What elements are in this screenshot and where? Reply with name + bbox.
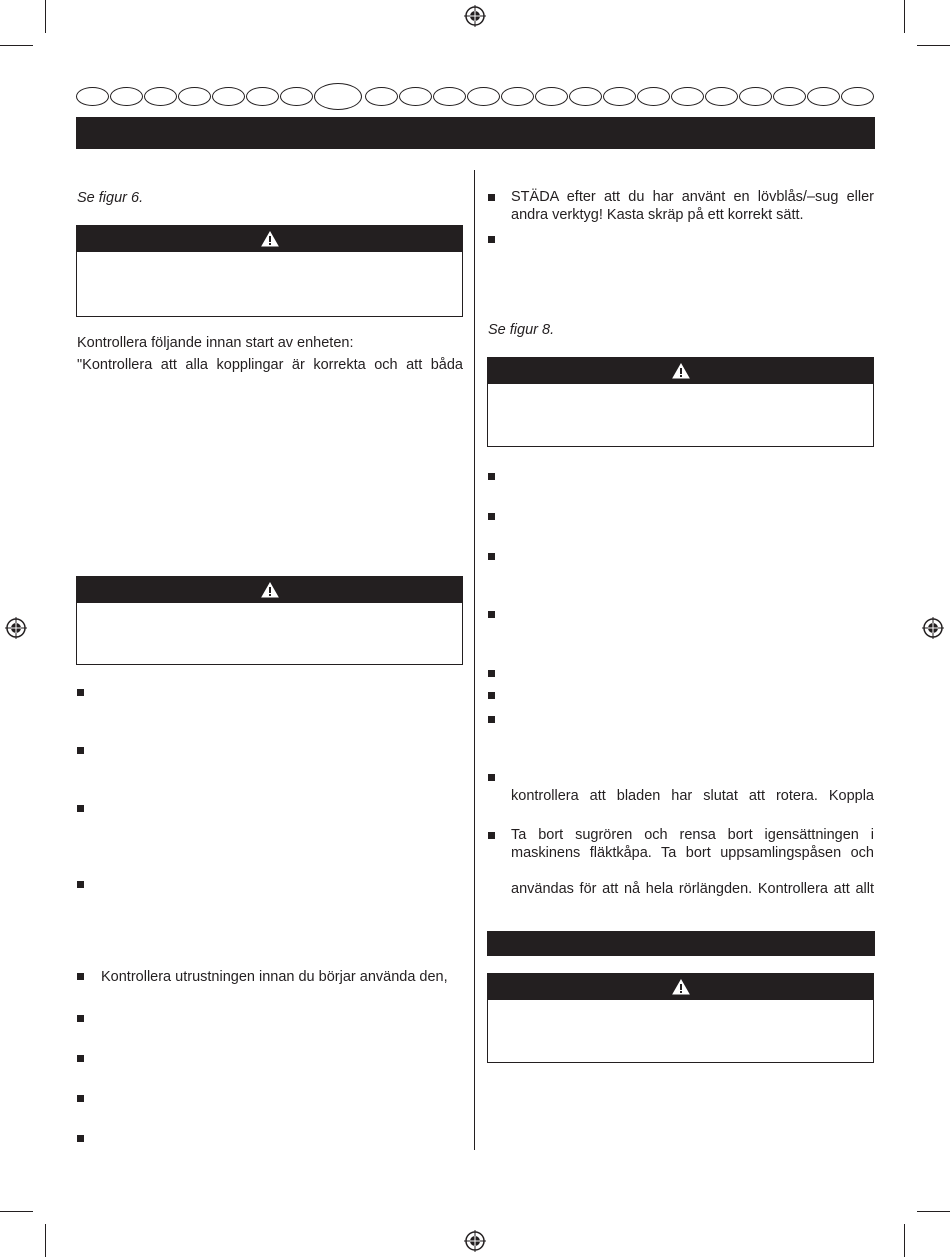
language-tab: [212, 87, 245, 106]
bullet-icon: [77, 1055, 84, 1062]
language-tab-row: [76, 83, 876, 113]
bullet-icon: [77, 747, 84, 754]
bullet-icon: [488, 473, 495, 480]
bullet-icon: [77, 881, 84, 888]
language-tab-active: [314, 83, 362, 110]
registration-mark-icon: [464, 5, 486, 27]
warning-triangle-icon: [672, 979, 690, 995]
language-tab: [671, 87, 704, 106]
bullet-text: Kontrollera utrustningen innan du börjar använda den,: [101, 969, 448, 985]
bullet-icon: [77, 1135, 84, 1142]
crop-mark: [45, 0, 46, 33]
warning-triangle-icon: [672, 363, 690, 379]
bullet-text: Ta bort sugrören och rensa bort igensättningen i: [511, 827, 874, 843]
language-tab: [807, 87, 840, 106]
warning-header: [488, 358, 873, 384]
bullet-icon: [488, 774, 495, 781]
language-tab: [399, 87, 432, 106]
bullet-text: kontrollera att bladen har slutat att rotera. Koppla: [511, 788, 874, 804]
language-tab: [433, 87, 466, 106]
bullet-icon: [488, 553, 495, 560]
bullet-text: andra verktyg! Kasta skräp på ett korrekt sätt.: [511, 207, 804, 223]
bullet-icon: [488, 692, 495, 699]
language-tab: [841, 87, 874, 106]
figure-reference: Se figur 6.: [77, 190, 144, 206]
language-tab: [365, 87, 398, 106]
registration-mark-icon: [922, 617, 944, 639]
warning-header: [77, 226, 462, 252]
warning-box: [487, 973, 874, 1063]
figure-reference: Se figur 8.: [488, 322, 555, 338]
language-tab: [569, 87, 602, 106]
bullet-icon: [488, 670, 495, 677]
bullet-text: maskinens fläktkåpa. Ta bort uppsamlingspåsen och: [511, 845, 874, 861]
language-tab: [501, 87, 534, 106]
crop-mark: [904, 1224, 905, 1257]
bullet-icon: [488, 611, 495, 618]
bullet-icon: [488, 716, 495, 723]
warning-triangle-icon: [261, 231, 279, 247]
bullet-icon: [488, 194, 495, 201]
bullet-icon: [77, 1015, 84, 1022]
section-header-bar: [487, 931, 875, 956]
crop-mark: [904, 0, 905, 33]
warning-header: [488, 974, 873, 1000]
bullet-icon: [77, 1095, 84, 1102]
crop-mark: [45, 1224, 46, 1257]
crop-mark: [0, 1211, 33, 1212]
bullet-icon: [488, 236, 495, 243]
bullet-icon: [488, 513, 495, 520]
warning-header: [77, 577, 462, 603]
bullet-icon: [77, 689, 84, 696]
bullet-text: STÄDA efter att du har använt en lövblås/–sug eller: [511, 189, 874, 205]
language-tab: [467, 87, 500, 106]
language-tab: [178, 87, 211, 106]
language-tab: [603, 87, 636, 106]
section-header-bar: [76, 117, 875, 149]
language-tab: [535, 87, 568, 106]
language-tab: [280, 87, 313, 106]
quote-text: "Kontrollera att alla kopplingar är korrekta och att båda: [77, 357, 463, 373]
language-tab: [739, 87, 772, 106]
crop-mark: [0, 45, 33, 46]
language-tab: [637, 87, 670, 106]
language-tab: [773, 87, 806, 106]
language-tab: [110, 87, 143, 106]
registration-mark-icon: [5, 617, 27, 639]
language-tab: [246, 87, 279, 106]
crop-mark: [917, 1211, 950, 1212]
intro-text: Kontrollera följande innan start av enheten:: [77, 335, 354, 351]
bullet-icon: [488, 832, 495, 839]
registration-mark-icon: [464, 1230, 486, 1252]
language-tab: [76, 87, 109, 106]
warning-triangle-icon: [261, 582, 279, 598]
language-tab: [705, 87, 738, 106]
bullet-text: användas för att nå hela rörlängden. Kontrollera att allt: [511, 881, 874, 897]
language-tab: [144, 87, 177, 106]
column-divider: [474, 170, 475, 1150]
bullet-icon: [77, 973, 84, 980]
crop-mark: [917, 45, 950, 46]
warning-box: [76, 576, 463, 665]
bullet-icon: [77, 805, 84, 812]
warning-box: [76, 225, 463, 317]
warning-box: [487, 357, 874, 447]
